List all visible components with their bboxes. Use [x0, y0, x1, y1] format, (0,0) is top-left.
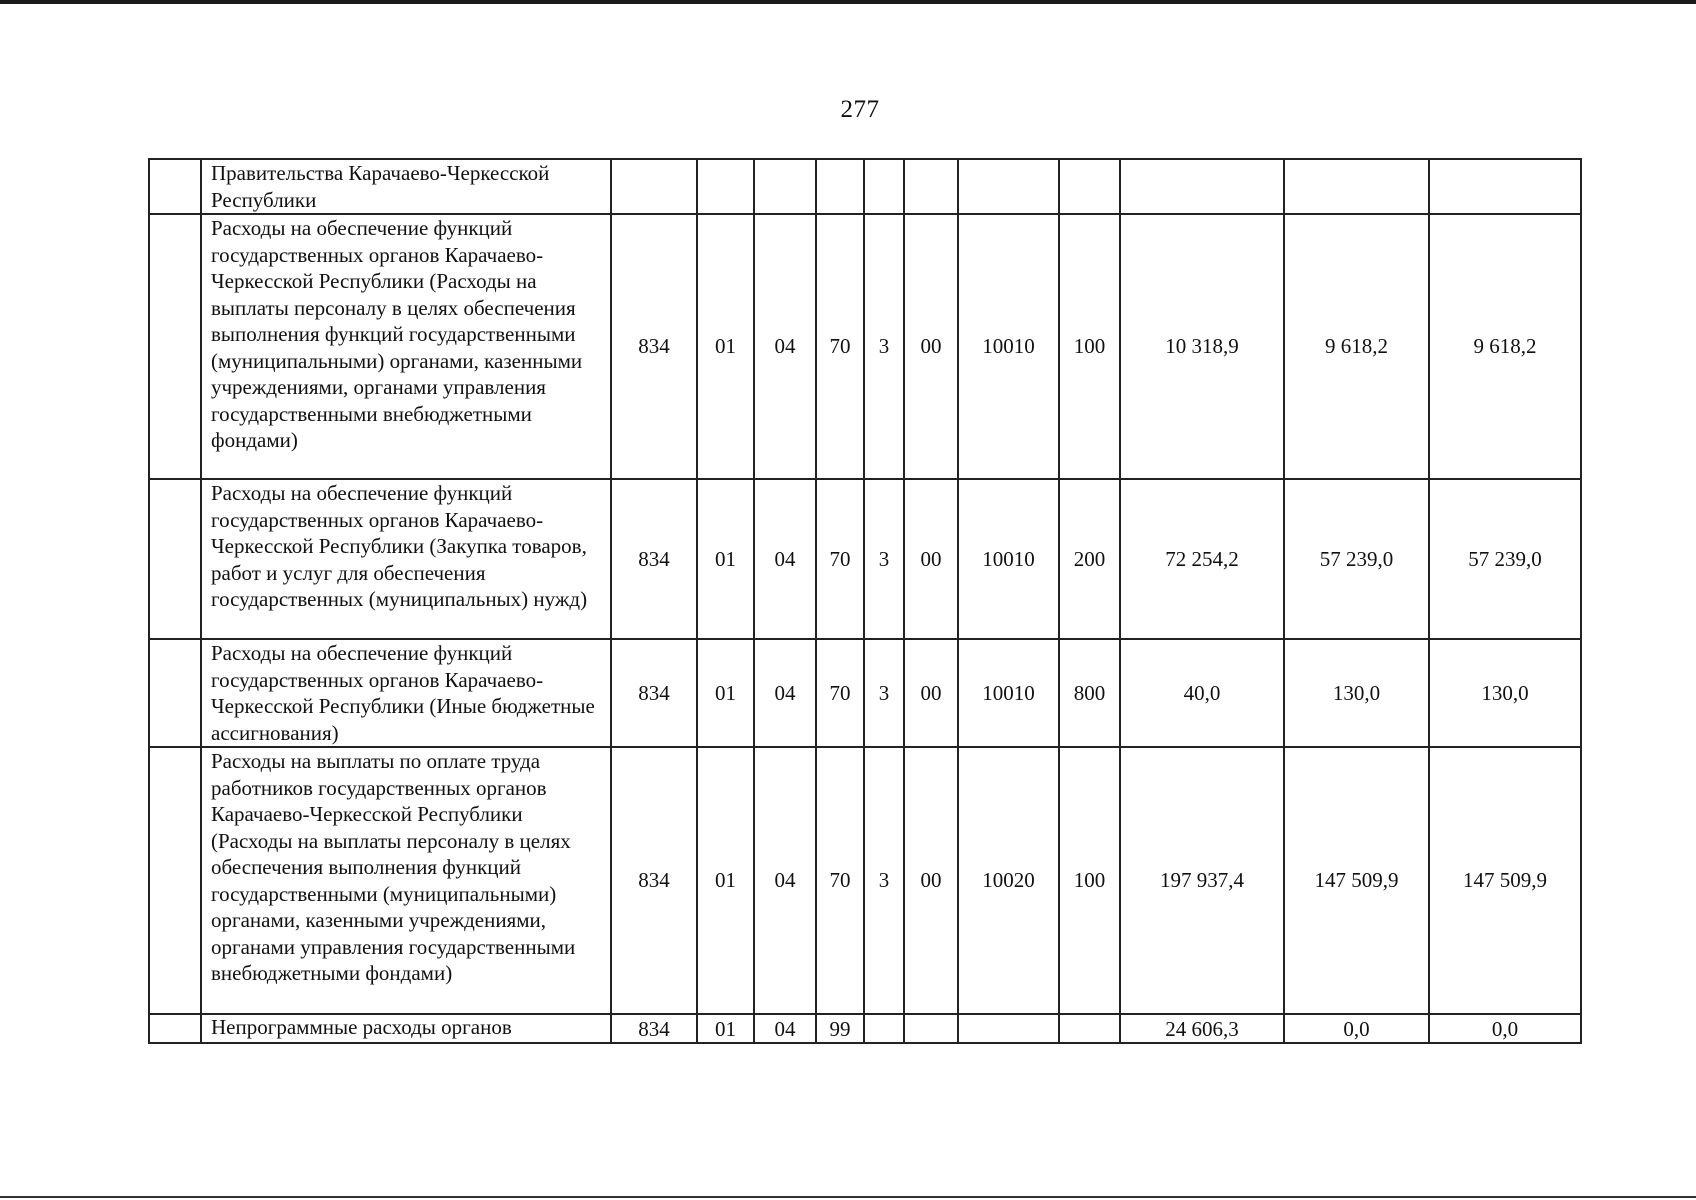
- ministry-code-cell: 834: [611, 747, 697, 1014]
- table-row: [149, 159, 1581, 214]
- expense-name-cell: Расходы на обеспечение функций государственных органов Карачаево-Черкесской Республики (Расходы на выплаты персоналу в целях обеспечения выполнения функций государственными (муниципальными) органами, казенными учреждениями, органами управления государственными внебюджетными фондами): [201, 214, 611, 479]
- section-code-cell: 01: [697, 639, 754, 747]
- amount-year-1-cell: 197 937,4: [1120, 747, 1284, 1014]
- direction-code-cell: [958, 1014, 1059, 1043]
- program-code-cell: 70: [816, 747, 864, 1014]
- ministry-code-cell: 834: [611, 479, 697, 639]
- amount-year-3-cell: [1429, 159, 1581, 214]
- ministry-code-cell: [611, 159, 697, 214]
- event-code-cell: [904, 1014, 958, 1043]
- direction-code-cell: 10010: [958, 214, 1059, 479]
- section-code-cell: [697, 159, 754, 214]
- top-border-line: [0, 0, 1696, 4]
- subsection-code-cell: 04: [754, 479, 816, 639]
- expense-type-cell: 100: [1059, 747, 1120, 1014]
- expense-name-cell: Расходы на выплаты по оплате труда работников государственных органов Карачаево-Черкесской Республики (Расходы на выплаты персоналу в целях обеспечения выполнения функций государственными (муниципальными) органами, казенными учреждениями, органами управления государственными внебюджетными фондами): [201, 747, 611, 1014]
- table-row: [149, 214, 1581, 479]
- row-index-cell: [149, 214, 201, 479]
- program-code-cell: 70: [816, 214, 864, 479]
- direction-code-cell: [958, 159, 1059, 214]
- amount-year-3-cell: 147 509,9: [1429, 747, 1581, 1014]
- event-code-cell: 00: [904, 214, 958, 479]
- program-code-cell: 99: [816, 1014, 864, 1043]
- subprogram-code-cell: [864, 159, 904, 214]
- row-index-cell: [149, 747, 201, 1014]
- amount-year-2-cell: 147 509,9: [1284, 747, 1429, 1014]
- direction-code-cell: 10020: [958, 747, 1059, 1014]
- event-code-cell: 00: [904, 747, 958, 1014]
- table-row: [149, 747, 1581, 1014]
- program-code-cell: 70: [816, 479, 864, 639]
- table-row: [149, 1014, 1581, 1043]
- amount-year-1-cell: 72 254,2: [1120, 479, 1284, 639]
- amount-year-2-cell: 0,0: [1284, 1014, 1429, 1043]
- expense-name-cell: Непрограммные расходы органов: [201, 1014, 611, 1043]
- expense-name-cell: Правительства Карачаево-Черкесской Республики: [201, 159, 611, 214]
- row-index-cell: [149, 1014, 201, 1043]
- amount-year-3-cell: 0,0: [1429, 1014, 1581, 1043]
- amount-year-1-cell: 24 606,3: [1120, 1014, 1284, 1043]
- section-code-cell: 01: [697, 214, 754, 479]
- amount-year-3-cell: 9 618,2: [1429, 214, 1581, 479]
- subprogram-code-cell: 3: [864, 639, 904, 747]
- subsection-code-cell: 04: [754, 747, 816, 1014]
- amount-year-3-cell: 130,0: [1429, 639, 1581, 747]
- ministry-code-cell: 834: [611, 214, 697, 479]
- subprogram-code-cell: 3: [864, 214, 904, 479]
- amount-year-2-cell: [1284, 159, 1429, 214]
- budget-table-body: [149, 159, 1581, 1043]
- expense-type-cell: 200: [1059, 479, 1120, 639]
- subprogram-code-cell: 3: [864, 747, 904, 1014]
- subprogram-code-cell: [864, 1014, 904, 1043]
- subprogram-code-cell: 3: [864, 479, 904, 639]
- amount-year-1-cell: [1120, 159, 1284, 214]
- subsection-code-cell: [754, 159, 816, 214]
- bottom-border-line: [0, 1196, 1696, 1198]
- section-code-cell: 01: [697, 747, 754, 1014]
- budget-table: [148, 158, 1582, 1044]
- subsection-code-cell: 04: [754, 639, 816, 747]
- row-index-cell: [149, 159, 201, 214]
- section-code-cell: 01: [697, 479, 754, 639]
- expense-type-cell: 100: [1059, 214, 1120, 479]
- row-index-cell: [149, 479, 201, 639]
- ministry-code-cell: 834: [611, 639, 697, 747]
- event-code-cell: [904, 159, 958, 214]
- subsection-code-cell: 04: [754, 1014, 816, 1043]
- expense-type-cell: [1059, 159, 1120, 214]
- ministry-code-cell: 834: [611, 1014, 697, 1043]
- amount-year-1-cell: 40,0: [1120, 639, 1284, 747]
- expense-name-cell: Расходы на обеспечение функций государственных органов Карачаево-Черкесской Республики (Иные бюджетные ассигнования): [201, 639, 611, 747]
- amount-year-3-cell: 57 239,0: [1429, 479, 1581, 639]
- section-code-cell: 01: [697, 1014, 754, 1043]
- expense-type-cell: [1059, 1014, 1120, 1043]
- amount-year-2-cell: 9 618,2: [1284, 214, 1429, 479]
- page-number: 277: [840, 96, 880, 123]
- row-index-cell: [149, 639, 201, 747]
- direction-code-cell: 10010: [958, 639, 1059, 747]
- table-row: [149, 479, 1581, 639]
- amount-year-2-cell: 130,0: [1284, 639, 1429, 747]
- event-code-cell: 00: [904, 639, 958, 747]
- amount-year-2-cell: 57 239,0: [1284, 479, 1429, 639]
- expense-type-cell: 800: [1059, 639, 1120, 747]
- program-code-cell: 70: [816, 639, 864, 747]
- subsection-code-cell: 04: [754, 214, 816, 479]
- table-row: [149, 639, 1581, 747]
- direction-code-cell: 10010: [958, 479, 1059, 639]
- program-code-cell: [816, 159, 864, 214]
- amount-year-1-cell: 10 318,9: [1120, 214, 1284, 479]
- expense-name-cell: Расходы на обеспечение функций государственных органов Карачаево-Черкесской Республики (Закупка товаров, работ и услуг для обеспечения государственных (муниципальных) нужд): [201, 479, 611, 639]
- event-code-cell: 00: [904, 479, 958, 639]
